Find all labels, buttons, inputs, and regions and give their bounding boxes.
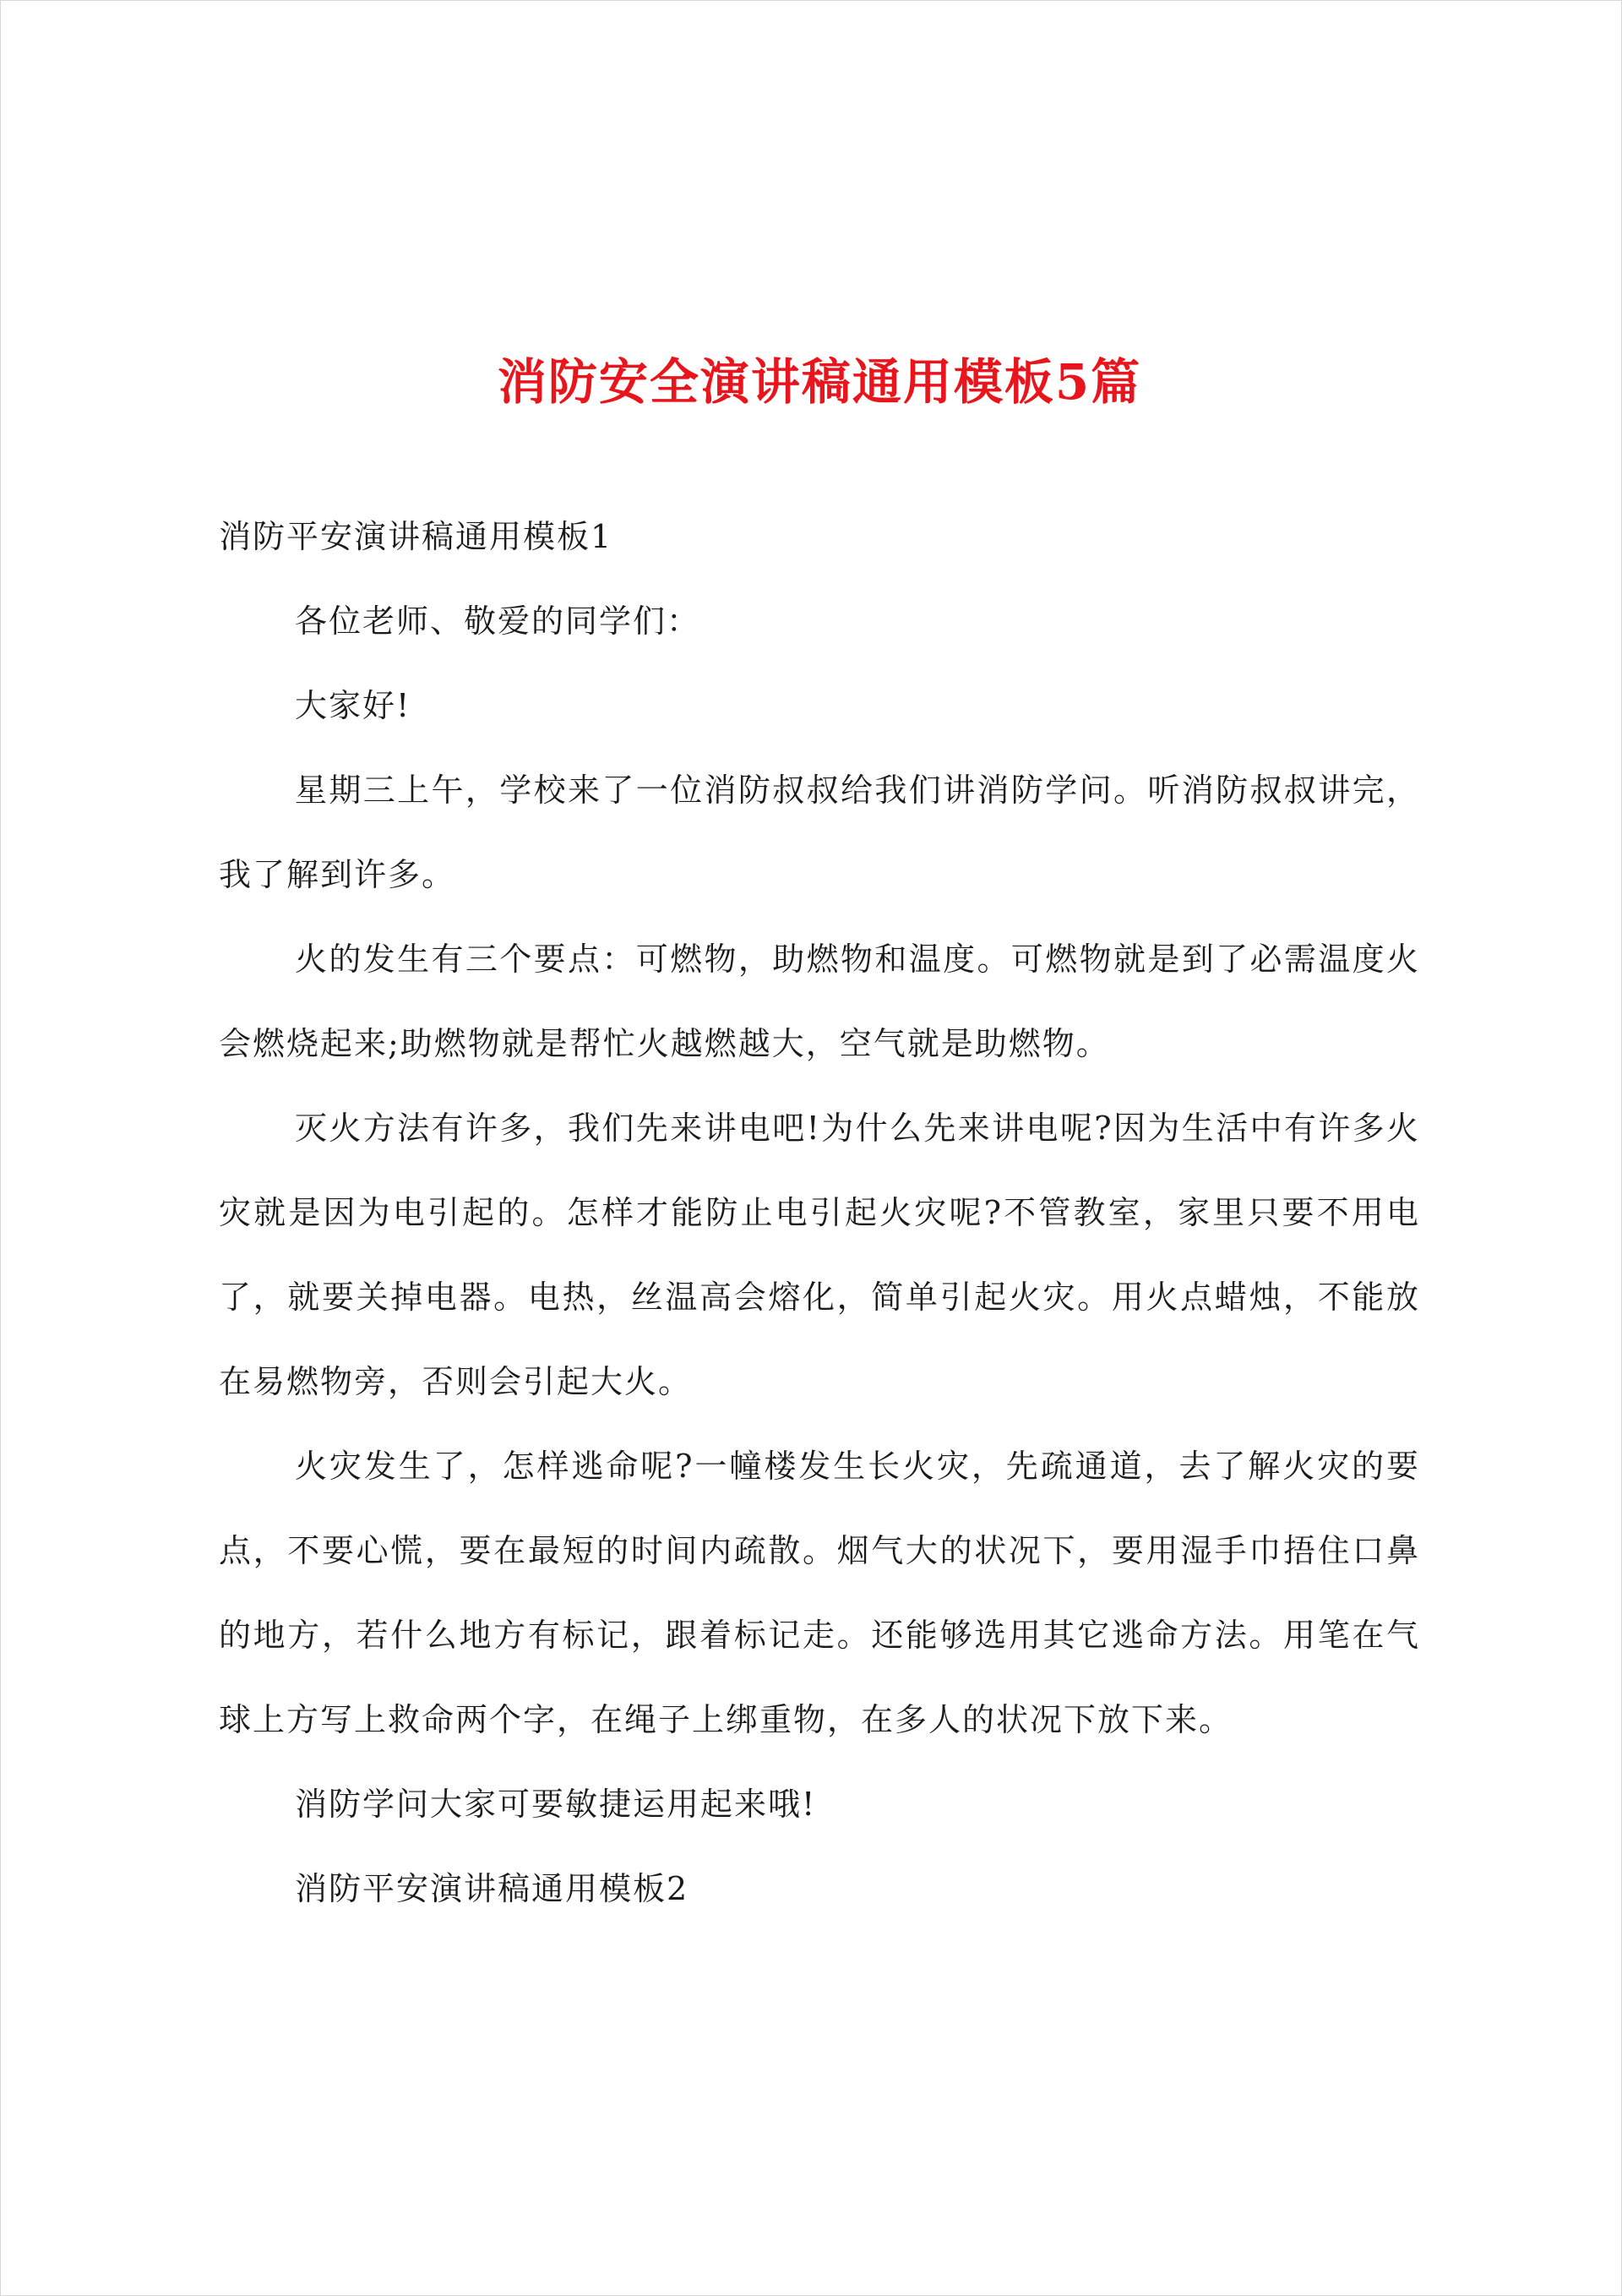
document-body (219, 342, 1420, 1931)
document-title: 消防安全演讲稿通用模板5篇 (497, 353, 1142, 411)
greeting: 大家好! (295, 687, 411, 724)
body-paragraph: 灭火方法有许多，我们先来讲电吧!为什么先来讲电呢?因为生活中有许多火灾就是因为电引起的。怎样才能防止电引起火灾呢?不管教室，家里只要不用电了，就要关掉电器。电热，丝温高会熔化，简单引起火灾。用火点蜡烛，不能放在易燃物旁，否则会引起大火。 (219, 1110, 1420, 1400)
closing-line: 消防学问大家可要敏捷运用起来哦! (295, 1786, 817, 1823)
section-heading-1: 消防平安演讲稿通用模板1 (219, 518, 613, 555)
salutation: 各位老师、敬爱的同学们： (295, 603, 701, 640)
body-paragraph: 星期三上午，学校来了一位消防叔叔给我们讲消防学问。听消防叔叔讲完，我了解到许多。 (219, 772, 1420, 893)
body-paragraph: 火灾发生了，怎样逃命呢?一幢楼发生长火灾，先疏通道，去了解火灾的要点，不要心慌，要在最短的时间内疏散。烟气大的状况下，要用湿手巾捂住口鼻的地方，若什么地方有标记，跟着标记走。还能够选用其它逃命方法。用笔在气球上方写上救命两个字，在绳子上绑重物，在多人的状况下放下来。 (219, 1448, 1420, 1738)
body-paragraph: 火的发生有三个要点：可燃物，助燃物和温度。可燃物就是到了必需温度火会燃烧起来;助燃物就是帮忙火越燃越大，空气就是助燃物。 (219, 941, 1420, 1062)
section-heading-2: 消防平安演讲稿通用模板2 (295, 1870, 689, 1907)
